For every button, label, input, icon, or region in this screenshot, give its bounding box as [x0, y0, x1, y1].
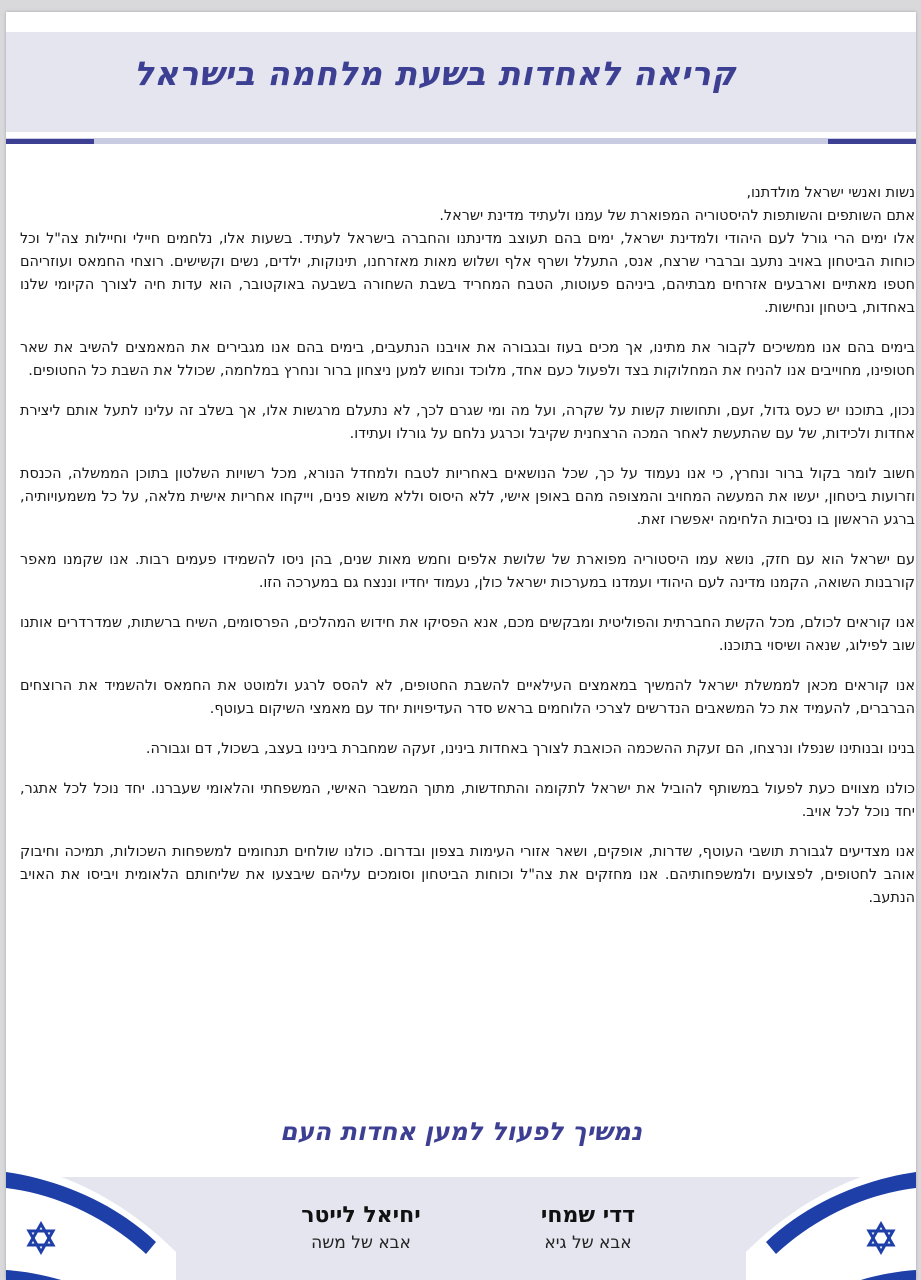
page-title: קריאה לאחדות בשעת מלחמה בישראל: [133, 54, 736, 93]
paragraph: חשוב לומר בקול ברור ונחרץ, כי אנו נעמוד על כך, שכל הנושאים באחריות לטבח ולמחדל הנורא, מכל רשויות השלטון בתוכן הממשלה, הכנסת וזרועות ביטחון, יעשו את המעשה המחויב והמצופה מהם באופן אישי, ללא היסוס וללא משוא פנים, וייקחו אחריות אישית מלאה, על כל משמעויותיה, ברגע הראשון בו נסיבות הלחימה יאפשרו זאת.: [20, 466, 915, 528]
paragraph: אנו מצדיעים לגבורת תושבי העוטף, שדרות, אופקים, ושאר אזורי העימות בצפון ובדרום. כולנו שולחים תנחומים למשפחות השכולות, תמיכה וחיבוק אוהב לחטופים, לפצועים ולמשפחותיהם. אנו מחזקים את צה"ל וכוחות הביטחון וסומכים עליהם שיבצעו את שליחותם הלאומית ויביסו את האויב הנתעב.: [20, 844, 915, 906]
signatory-name: יחיאל לייטר: [301, 1203, 421, 1228]
paragraph: אנו קוראים מכאן לממשלת ישראל להמשיך במאמצים העילאיים להשבת החטופים, לא להסס לרגע ולמוטט את החמאס ולהשמיד את הרוצחים הברברים, להעמיד את כל המשאבים הנדרשים לצרכי הלוחמים בראש סדר העדיפויות יחד עם מאמצי השיקום בעוטף.: [20, 678, 915, 717]
signatory-role: אבא של משה: [311, 1233, 411, 1253]
paragraph: כולנו מצווים כעת לפעול במשותף להוביל את ישראל לתקומה והתחדשות, מתוך המשבר האישי, המשפחתי והלאומי שעברנו. יחד נוכל לכל אתגר, יחד נוכל לכל אויב.: [20, 781, 915, 820]
signatory-role: אבא של גיא: [544, 1233, 632, 1253]
israel-flag-icon: [696, 1162, 916, 1280]
paragraph: בנינו ובנותינו שנפלו ונרצחו, הם זעקת ההשכמה הכואבת לצורך באחדות בינינו, זעקה שמחברת בינינו בעצב, בשכול, דם וגבורה.: [145, 741, 915, 757]
header-divider: [6, 138, 916, 144]
israel-flag-icon: [6, 1162, 226, 1280]
header-divider-accent-right: [828, 139, 916, 144]
paragraph: אנו קוראים לכולם, מכל הקשת החברתית והפוליטית ומבקשים מכם, אנא הפסיקו את חידוש המהלכים, הפרסומים, השיח ברשתות, שמדרדרים אותנו שוב לפילוג, שנאה ושיסוי בתוכנו.: [20, 615, 915, 654]
paragraph: נשות ואנשי ישראל מולדתנו, אתם השותפים והשותפות להיסטוריה המפוארת של עמנו ולעתיד מדינת ישראל. אלו ימים הרי גורל לעם היהודי ולמדינת ישראל, ימים בהם תעוצב מדינתנו והחברה בישראל לעתיד. בשעות אלו, נלחמים חיילי וחיילות צה"ל וכל כוחות הביטחון באויב נתעב וברברי שרצח, אנס, התעלל ושרף אלף ושלוש מאות מאזרחנו, תינוקות, ילדים, נשים וקשישים. רוצחי החמאס ועוזריהם חטפו מאתיים וארבעים אזרחים מבתיהם, ביניהם פעוטות, הטבח המחריד בשבת השחורה בשבעה באוקטובר, הוא עדות חיה לצורך הקיומי שלנו באחדות, ביטחון ונחישות.: [20, 185, 915, 316]
paragraph: נכון, בתוכנו יש כעס גדול, זעם, ותחושות קשות על שקרה, ועל מה ומי שגרם לכך, לא נתעלם מרגשות אלו, אך בשלב זה עלינו לתעל אותם ליצירת אחדות ולכידות, של עם שהתעשת לאחר המכה הרצחנית שקיבל וכרגע נלחם על גורלו ועתידו.: [20, 403, 915, 442]
signatory: [478, 1202, 698, 1256]
header-divider-accent-left: [6, 139, 94, 144]
letter-sheet: [6, 12, 916, 1280]
paragraph: עם ישראל הוא עם חזק, נושא עמו היסטוריה מפוארת של שלושת אלפים וחמש מאות שנים, בהן ניסו להשמידו פעמים רבות. אנו שקמנו מאפר קורבנות השואה, הקמנו מדינה לעם היהודי ועמדנו במערכות ישראל כולן, נעמוד יחדיו וננצח גם במערכה הזו.: [20, 552, 915, 591]
closing-slogan: נמשיך לפעול למען אחדות העם: [279, 1117, 643, 1146]
paragraph: בימים בהם אנו ממשיכים לקבור את מתינו, אך מכים בעוז ובגבורה את אויבנו הנתעבים, בימים בהם אנו מגבירים את המאמצים להשיב את שאר חטופינו, מחוייבים אנו להניח את המחלוקות בצד ולפעול כעם אחד, מלוכד ונחוש למען ניצחון ברור ונחרץ במלחמה, שכולל את השבת כל החטופים.: [20, 340, 915, 379]
letter-body: [20, 182, 915, 927]
signatory-name: דדי שמחי: [540, 1203, 636, 1228]
signatory: [251, 1202, 471, 1256]
